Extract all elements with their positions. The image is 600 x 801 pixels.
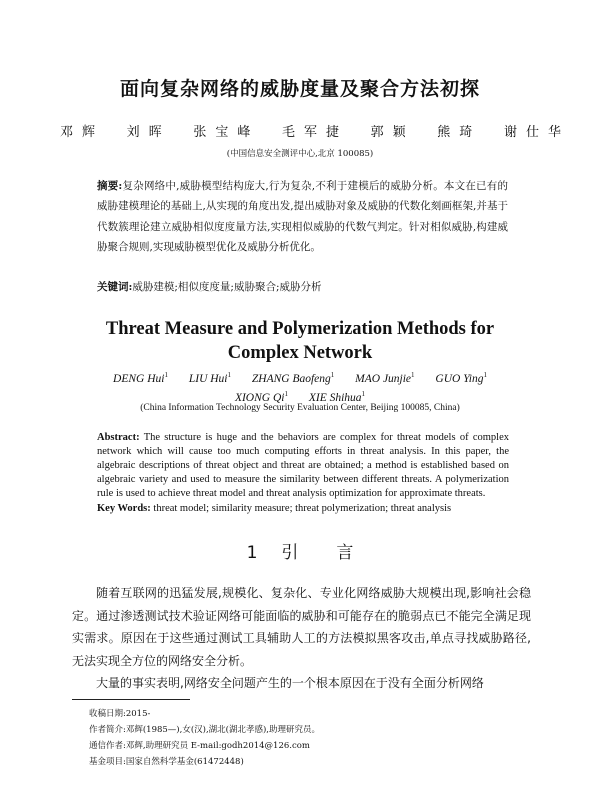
en-author: LIU Hui$^1$ bbox=[188, 371, 231, 385]
body-paragraph: 大量的事实表明,网络安全问题产生的一个根本原因在于没有全面分析网络 bbox=[96, 676, 484, 690]
footnote-divider bbox=[72, 699, 190, 700]
footnote-received: 收稿日期:2015- bbox=[89, 709, 151, 719]
en-author: GUO Ying$^1$ bbox=[435, 371, 487, 385]
english-authors-line1 bbox=[0, 368, 600, 387]
english-title-line2: Complex Network bbox=[227, 343, 373, 363]
section-number: 1 bbox=[246, 543, 258, 563]
english-title bbox=[0, 317, 600, 365]
body-paragraph: 随着互联网的迅猛发展,规模化、复杂化、专业化网络威胁大规模出现,影响社会稳定。通过渗透测试技术验证网络可能面临的威胁和可能存在的脆弱点已不能完全满足现实需求。原因在于这些通过测试工具辅助人工的方法模拟黑客攻击,单点寻找威胁路径,无法实现全方位的网络安全分析。 bbox=[72, 586, 531, 668]
en-author: XIE Shihua$^1$ bbox=[308, 390, 366, 405]
cn-author: 郭颖 bbox=[370, 125, 415, 140]
section-heading bbox=[0, 538, 600, 563]
english-authors bbox=[0, 368, 600, 407]
cn-abstract-text: 复杂网络中,威胁模型结构庞大,行为复杂,不利于建模后的威胁分析。本文在已有的威胁建模理论的基础上,从实现的角度出发,提出威胁对象及威胁的代数化刻画框架,并基于代数簇理论建立威胁相似度度量方法,实现相似威胁的代数气判定。针对相似威胁,构建威胁聚合规则,实现威胁模型优化及威胁分析优化。 bbox=[97, 180, 508, 254]
english-affiliation: (China Information Technology Security Evaluation Center, Beijing 100085, China) bbox=[140, 403, 460, 413]
chinese-abstract bbox=[97, 176, 508, 258]
cn-author: 谢仕华 bbox=[503, 125, 570, 140]
footnotes bbox=[89, 706, 320, 770]
english-keywords bbox=[97, 503, 509, 514]
chinese-affiliation: (中国信息安全测评中心,北京 100085) bbox=[226, 149, 374, 159]
english-title-line1: Threat Measure and Polymerization Methods for bbox=[105, 319, 495, 339]
en-keywords-text: threat model; similarity measure; threat polymerization; threat analysis bbox=[153, 503, 452, 514]
english-abstract bbox=[97, 431, 509, 501]
en-author: ZHANG Baofeng$^1$ bbox=[251, 371, 335, 385]
section-title-char: 引 bbox=[281, 543, 299, 563]
cn-keywords-text: 威胁建模;相似度度量;威胁聚合;威胁分析 bbox=[132, 281, 322, 293]
chinese-authors bbox=[60, 121, 570, 140]
en-abstract-label: Abstract: bbox=[97, 432, 140, 443]
en-author: MAO Junjie$^1$ bbox=[355, 371, 415, 385]
en-author: XIONG Qi$^1$ bbox=[234, 390, 288, 405]
chinese-title: 面向复杂网络的威胁度量及聚合方法初探 bbox=[119, 78, 480, 100]
en-author: DENG Hui$^1$ bbox=[113, 371, 168, 385]
cn-abstract-label: 摘要: bbox=[97, 180, 123, 192]
cn-author: 张宝峰 bbox=[193, 125, 260, 140]
body-text bbox=[72, 582, 531, 695]
chinese-keywords bbox=[97, 279, 508, 294]
en-keywords-label: Key Words: bbox=[97, 503, 151, 514]
footnote-contact: 通信作者:邓辉,助理研究员 E-mail:godh2014@126.com bbox=[89, 741, 310, 751]
footnote-funding: 基金项目:国家自然科学基金(61472448) bbox=[89, 757, 244, 767]
cn-author: 邓辉 bbox=[60, 125, 105, 140]
en-abstract-text: The structure is huge and the behaviors are complex for threat models of complex network which will cause too much computing efforts in threat analysis. In this paper, the algebraic descriptions of threat object and threat are obtained; a method is established based on algebraic variety and used to measure the similarity between different threats. A polymerization rule is used to achieve threat model and threat analysis optimization for approximate threats. bbox=[97, 432, 510, 500]
cn-author: 毛军捷 bbox=[281, 125, 348, 140]
cn-author: 熊琦 bbox=[437, 125, 482, 140]
cn-keywords-label: 关键词: bbox=[97, 281, 133, 293]
footnote-author-intro: 作者简介:邓辉(1985—),女(汉),湖北(湖北孝感),助理研究员。 bbox=[89, 725, 321, 735]
cn-author: 刘晖 bbox=[126, 125, 171, 140]
section-title-char: 言 bbox=[336, 543, 354, 563]
